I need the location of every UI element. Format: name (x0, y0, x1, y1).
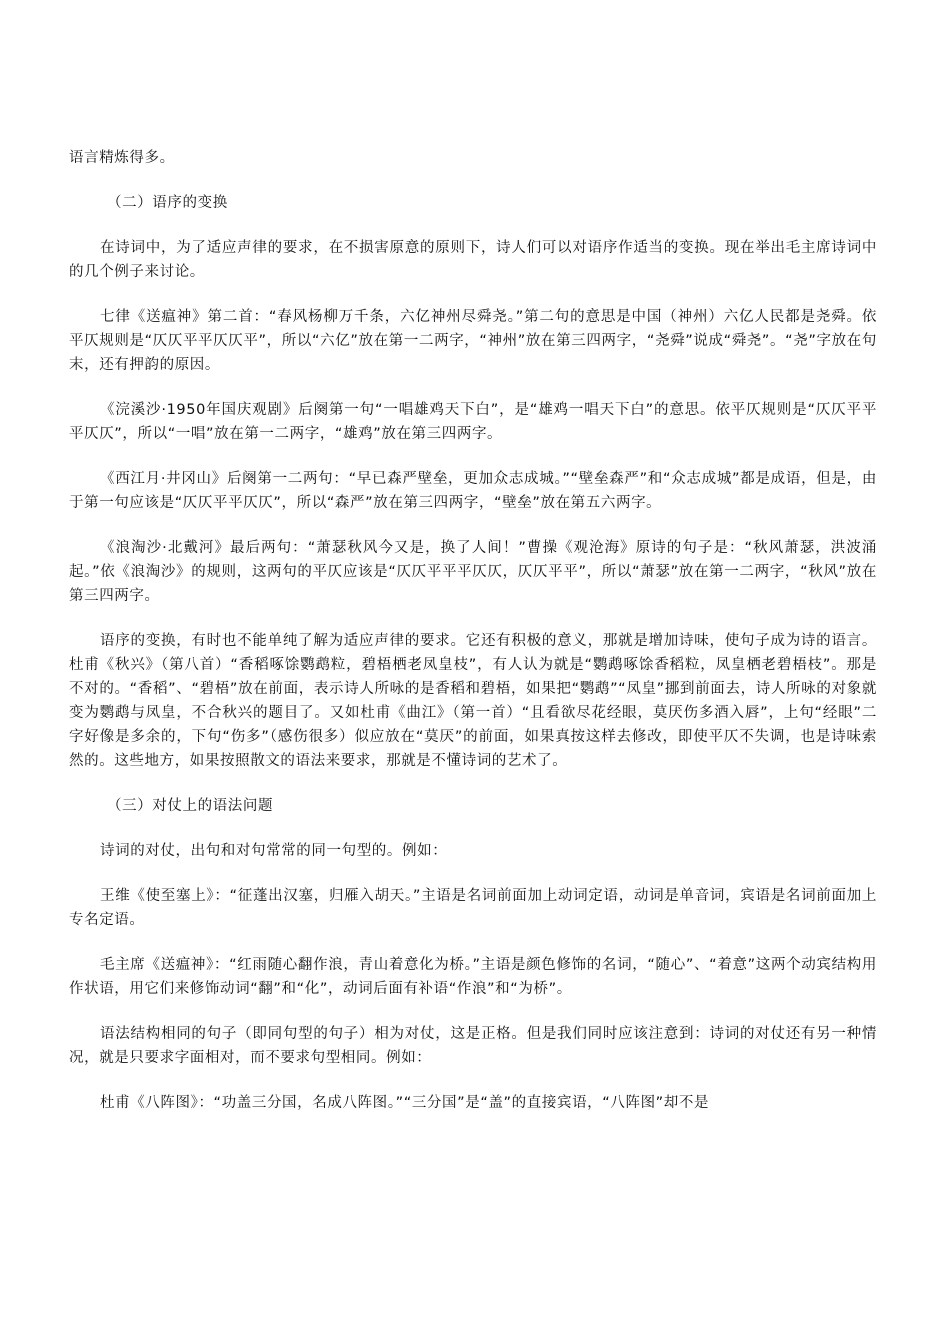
document-page (69, 146, 877, 1136)
paragraph: 《浪淘沙·北戴河》最后两句：“萧瑟秋风今又是，换了人间！”曹操《观沧海》原诗的句子是：“秋风萧瑟，洪波涌起。”依《浪淘沙》的规则，这两句的平仄应该是“仄仄平平平仄仄，仄仄平平”，所以“萧瑟”放在第一二两字，“秋风”放在第三四两字。 (69, 540, 877, 604)
paragraph: 语序的变换，有时也不能单纯了解为适应声律的要求。它还有积极的意义，那就是增加诗味，使句子成为诗的语言。杜甫《秋兴》（第八首）“香稻啄馀鹦鹉粒，碧梧栖老凤皇枝”，有人认为就是“鹦鹉啄馀香稻粒，凤皇栖老碧梧枝”。那是不对的。“香稻”、“碧梧”放在前面，表示诗人所咏的是香稻和碧梧，如果把“鹦鹉”“凤皇”挪到前面去，诗人所咏的对象就变为鹦鹉与凤皇，不合秋兴的题目了。又如杜甫《曲江》（第一首）“且看欲尽花经眼，莫厌伤多酒入唇”，上句“经眼”二字好像是多余的，下句“伤多”（感伤很多）似应放在“莫厌”的前面，如果真按这样去修改，即使平仄不失调，也是诗味索然的。这些地方，如果按照散文的语法来要求，那就是不懂诗词的艺术了。 (69, 633, 877, 769)
paragraph: 在诗词中，为了适应声律的要求，在不损害原意的原则下，诗人们可以对语序作适当的变换。现在举出毛主席诗词中的几个例子来讨论。 (69, 240, 877, 280)
paragraph: 《浣溪沙·1950年国庆观剧》后阕第一句“一唱雄鸡天下白”，是“雄鸡一唱天下白”的意思。依平仄规则是“仄仄平平平仄仄”，所以“一唱”放在第一二两字，“雄鸡”放在第三四两字。 (69, 402, 877, 442)
paragraph: 杜甫《八阵图》：“功盖三分国，名成八阵图。”“三分国”是“盖”的直接宾语，“八阵图”却不是 (100, 1095, 710, 1111)
paragraph: 《西江月·井冈山》后阕第一二两句：“早已森严壁垒，更加众志成城。”“壁垒森严”和“众志成城”都是成语，但是，由于第一句应该是“仄仄平平仄仄”，所以“森严”放在第三四两字，“壁垒”放在第五六两字。 (69, 471, 877, 511)
paragraph: 语法结构相同的句子（即同句型的句子）相为对仗，这是正格。但是我们同时应该注意到：诗词的对仗还有另一种情况，就是只要求字面相对，而不要求句型相同。例如： (69, 1026, 877, 1066)
paragraph: 毛主席《送瘟神》：“红雨随心翻作浪，青山着意化为桥。”主语是颜色修饰的名词，“随心”、“着意”这两个动宾结构用作状语，用它们来修饰动词“翻”和“化”，动词后面有补语“作浪”和“为桥”。 (69, 957, 877, 997)
paragraph-continuation: 语言精炼得多。 (69, 150, 175, 166)
section-heading-word-order: （二）语序的变换 (107, 195, 228, 211)
section-heading-parallelism: （三）对仗上的语法问题 (107, 798, 274, 814)
paragraph: 王维《使至塞上》：“征蓬出汉塞，归雁入胡天。”主语是名词前面加上动词定语，动词是单音词，宾语是名词前面加上专名定语。 (69, 888, 877, 928)
paragraph: 七律《送瘟神》第二首：“春风杨柳万千条，六亿神州尽舜尧。”第二句的意思是中国（神州）六亿人民都是尧舜。依平仄规则是“仄仄平平仄仄平”，所以“六亿”放在第一二两字，“神州”放在第三四两字，“尧舜”说成“舜尧”。“尧”字放在句末，还有押韵的原因。 (69, 309, 877, 373)
paragraph: 诗词的对仗，出句和对句常常的同一句型的。例如： (100, 843, 448, 859)
